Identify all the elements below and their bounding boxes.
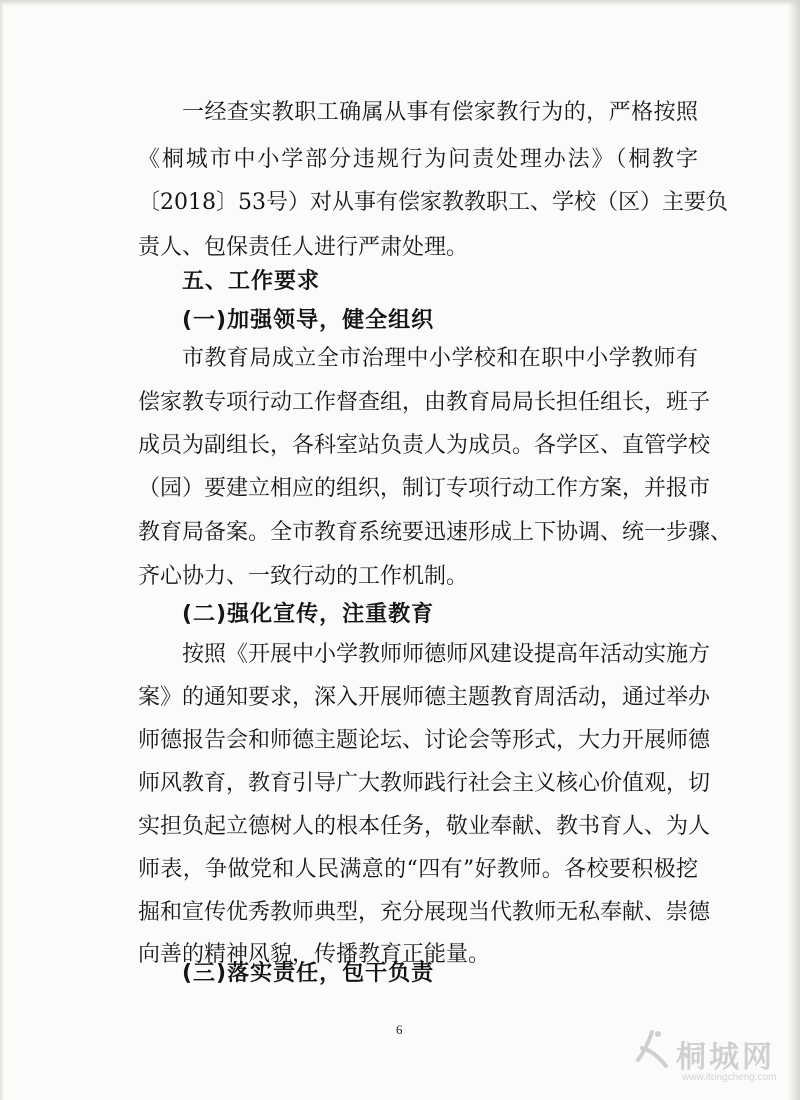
subsection-1-line-6: 齐心协力、一致行动的工作机制。 [138, 564, 469, 589]
subsection-1-line-2: 偿家教专项行动工作督查组，由教育局局长担任组长，班子 [138, 390, 711, 415]
subsection-1-line-4: （园）要建立相应的组织，制订专项行动工作方案，并报市 [138, 476, 711, 501]
subsection-1-line-3: 成员为副组长，各科室站负责人为成员。各学区、直管学校 [138, 433, 711, 458]
subsection-2-line-7: 掘和宣传优秀教师典型，充分展现当代教师无私奉献、崇德 [138, 900, 711, 925]
scan-edge-left [0, 0, 4, 1100]
paragraph-1-line-3: 〔2018〕53号）对从事有偿家教教职工、学校（区）主要负 [138, 190, 728, 215]
tongcheng-logo-icon [632, 1026, 672, 1070]
paragraph-1-line-4: 责人、包保责任人进行严肃处理。 [138, 235, 469, 260]
subsection-2-line-8: 向善的精神风貌，传播教育正能量。 [138, 942, 491, 967]
site-watermark [632, 1022, 792, 1090]
subsection-1-line-5: 教育局备案。全市教育系统要迅速形成上下协调、统一步骤、 [138, 520, 733, 545]
subsection-1-heading: (一)加强领导，健全组织 [182, 308, 435, 333]
subsection-2-line-2: 案》的通知要求，深入开展师德主题教育周活动，通过举办 [138, 685, 711, 710]
subsection-2-line-5: 实担负起立德树人的根本任务，敬业奉献、教书育人、为人 [138, 814, 711, 839]
section-5-heading: 五、工作要求 [182, 269, 321, 294]
subsection-2-line-4: 师风教育，教育引导广大教师践行社会主义核心价值观，切 [138, 771, 711, 796]
watermark-text: 桐城网 [676, 1040, 775, 1075]
subsection-2-line-3: 师德报告会和师德主题论坛、讨论会等形式，大力开展师德 [138, 728, 711, 753]
watermark-subtext: www.itongcheng.com [682, 1072, 777, 1083]
subsection-2-line-6: 师表，争做党和人民满意的“四有”好教师。各校要积极挖 [138, 857, 698, 882]
subsection-2-line-1: 按照《开展中小学教师师德师风建设提高年活动实施方 [182, 642, 711, 667]
paragraph-1-line-1: 一经查实教职工确属从事有偿家教行为的，严格按照 [182, 100, 698, 125]
subsection-3-heading: (三)落实责任，包干负责 [182, 961, 435, 986]
subsection-1-line-1: 市教育局成立全市治理中小学校和在职中小学教师有 [182, 346, 698, 371]
subsection-2-heading: (二)强化宣传，注重教育 [182, 602, 435, 627]
scan-edge-right [788, 0, 800, 1100]
paragraph-1-line-2: 《桐城市中小学部分违规行为问责处理办法》（桐教字 [138, 147, 698, 172]
page-number: 6 [396, 1022, 403, 1037]
scan-edge-top [0, 0, 800, 6]
